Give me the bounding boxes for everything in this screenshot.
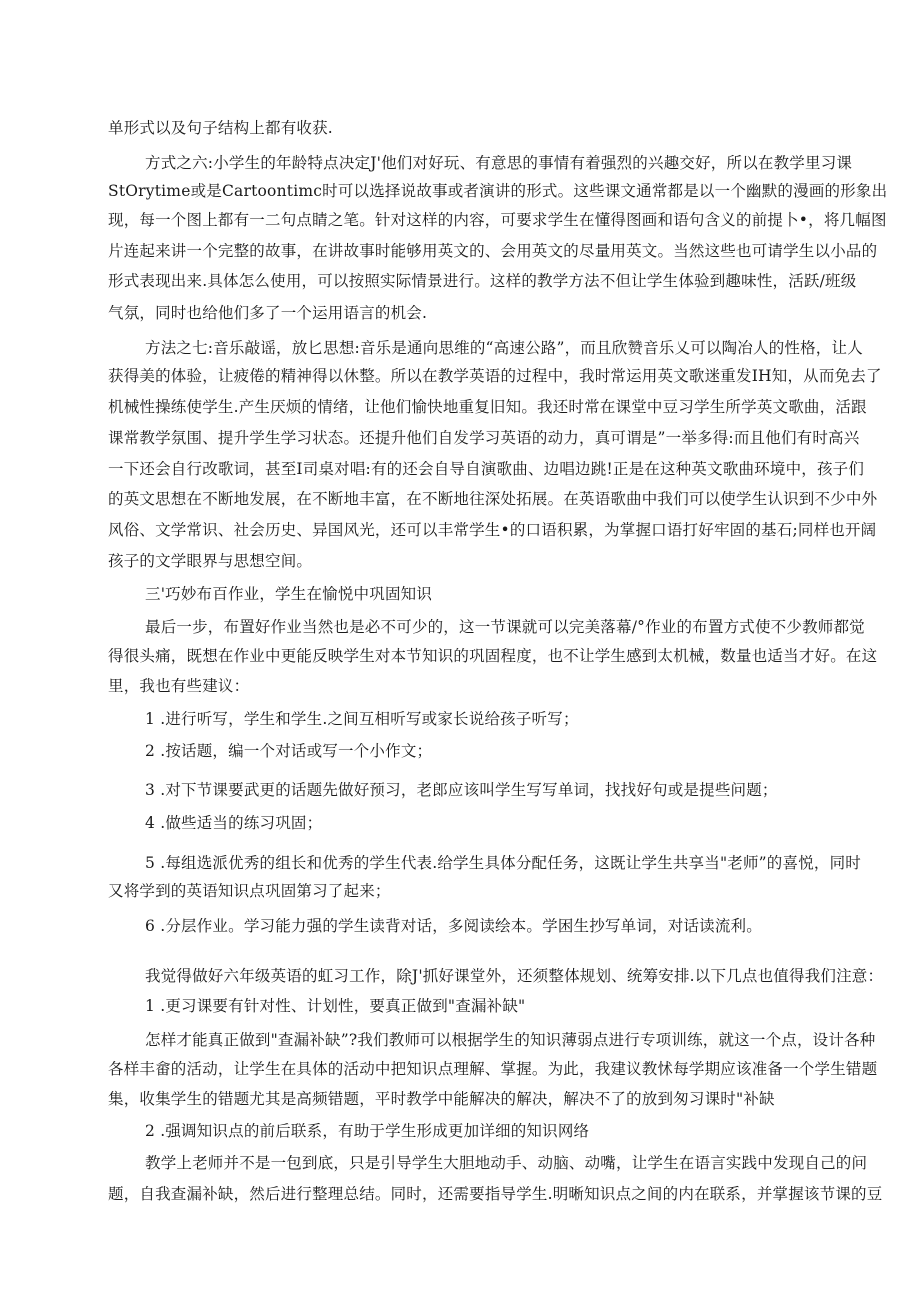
text-line: 片连起来讲一个完整的故事，在讲故事时能够用英文的、会用英文的尽量用英文。当然这些也可请学生以小品的 — [108, 242, 878, 260]
text-line: 形式表现出来.具体怎么使用，可以按照实际情景进行。这样的教学方法不但让学生体验到趣味性，活跃/班级 — [108, 272, 857, 290]
text-line: 现，每一个图上都有一二句点睛之笔。针对这样的内容，可要求学生在懂得图画和语句含义的前提卜•，将几幅图 — [108, 211, 887, 229]
text-line: 单形式以及句子结构上都有收获. — [108, 119, 333, 137]
paragraph-review-2: 教学上老师并不是一包到底，只是引导学生大胆地动手、动脑、动嘴，让学生在语言实践中发现自己的问 — [145, 1154, 868, 1172]
text-line: 题，自我查漏补缺，然后进行整理总结。同时，还需要指导学生.明晰知识点之间的内在联系，并掌握该节课的豆 — [108, 1185, 883, 1203]
text-line: 课常教学氛围、提升学生学习状态。还提升他们自发学习英语的动力，真可谓是”一举多得:而且他们有时高兴 — [108, 429, 860, 447]
text-line: 集，收集学生的错题尤其是高频错题，平时教学中能解决的解决，解决不了的放到匆习课时"补缺 — [108, 1090, 775, 1108]
text-line: StOrytime或是Cartoontimc时可以选择说故事或者演讲的形式。这些课文通常都是以一个幽默的漫画的形象出 — [108, 182, 888, 200]
list-item-3: 3 .对下节课要武更的话题先做好预习，老郎应该叫学生写写单词，找找好句或是提些问题； — [145, 781, 778, 799]
text-line: 得很头痛，既想在作业中更能反映学生对本节知识的巩固程度，也不让学生感到太机械，数量也适当才好。在这 — [108, 647, 878, 665]
list-item-1: 1 .进行听写，学生和学生.之间互相听写或家长说给孩子听写； — [145, 710, 579, 728]
text-line: 的英文思想在不断地发展，在不断地丰富，在不断地往深处拓展。在英语歌曲中我们可以使学生认识到不少中外 — [108, 490, 878, 508]
text-line: 气氛，同时也给他们多了一个运用语言的机会. — [108, 304, 428, 322]
text-line: 孩子的文学眼界与思想空间。 — [108, 552, 313, 570]
list-item-4: 4 .做些适当的练习巩固； — [145, 814, 323, 832]
text-line: 各样丰畲的活动，让学生在具体的活动中把知识点理解、掌握。为此，我建议教怵每学期应该准备一个学生错题 — [108, 1060, 878, 1078]
list-item-5: 5 .每组选派优秀的组长和优秀的学生代表.给学生具体分配任务，这既让学生共享当"老师”的喜悦，同时 — [145, 854, 861, 872]
text-line: 获得美的体验，让疲倦的精神得以休整。所以在教学英语的过程中，我时常运用英文歌迷重发IH知，从而免去了 — [108, 367, 882, 385]
text-line: 风俗、文学常识、社会历史、异国风光，还可以丰常学生•的口语积累，为掌握口语打好牢固的基石;同样也开阔 — [108, 521, 877, 539]
section-heading-three: 三'巧妙布百作业，学生在愉悦中巩固知识 — [145, 585, 433, 603]
review-point-2: 2 .强调知识点的前后联系，有助于学生形成更加详细的知识网络 — [145, 1122, 590, 1140]
paragraph-method-seven: 方法之七:音乐敲谣，放匕思想:音乐是通向思维的“高速公路”，而且欣赞音乐乂可以陶冶人的性格，让人 — [145, 339, 863, 357]
paragraph-method-six: 方式之六:小学生的年龄特点决定J'他们对好玩、有意思的事情有着强烈的兴趣交好，所以在教学里习课 — [145, 154, 853, 172]
list-item-6: 6 .分层作业。学习能力强的学生读背对话，多阅读绘本。学困生抄写单词，对话读流利。 — [145, 917, 762, 935]
review-point-1: 1 .更习课要有针对性、计划性，要真正做到"查漏补缺" — [145, 997, 526, 1015]
paragraph-homework: 最后一步，布置好作业当然也是必不可少的，这一节课就可以完美落幕/°作业的布置方式使不少教师都觉 — [145, 618, 865, 636]
text-line: 一下还会自行改歌词，甚至I司桌对唱:有的还会自导自演歌曲、边唱边跳!正是在这种英文歌曲环境中，孩子们 — [108, 460, 865, 478]
list-item-2: 2 .按话题，编一个对话或写一个小作文； — [145, 742, 433, 760]
paragraph-review-1: 怎样才能真正做到"查漏补缺”?我们教师可以根据学生的知识薄弱点进行专项训练，就这一个点，设计各种 — [145, 1031, 876, 1049]
text-line: 又将学到的英语知识点巩固第习了起来； — [108, 882, 391, 900]
text-line: 机械性操练使学生.产生厌烦的情绪，让他们愉快地重复旧知。我还时常在课堂中豆习学生所学英文歌曲，活跟 — [108, 398, 867, 416]
paragraph-review-intro: 我觉得做好六年级英语的虹习工作，除J'抓好课堂外，还须整体规划、统筹安排.以下几点也值得我们注意： — [145, 967, 884, 985]
text-line: 里，我也有些建议： — [108, 677, 250, 695]
